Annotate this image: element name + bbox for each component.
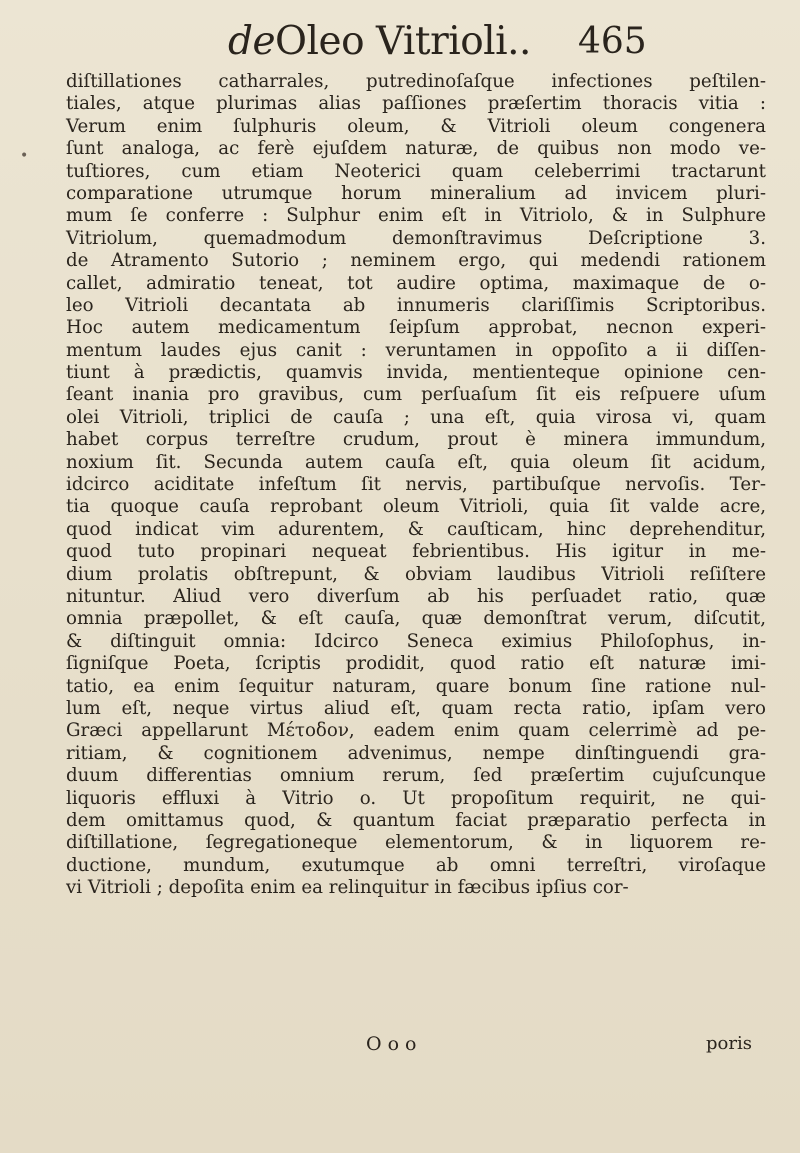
text-line: mentum laudes ejus canit : veruntamen in oppoſito a ii diſſen- bbox=[66, 339, 766, 361]
text-line: vi Vitrioli ; depoſita enim ea relinquitur in fæcibus ipſius cor- bbox=[66, 877, 629, 899]
text-line: comparatione utrumque horum mineralium ad invicem pluri- bbox=[66, 182, 766, 204]
text-line: tiunt à prædictis, quamvis invida, mentienteque opinione cen- bbox=[66, 362, 766, 384]
text-line: de Atramento Sutorio ; neminem ergo, qui medendi rationem bbox=[66, 250, 766, 272]
text-line: tatio, ea enim ſequitur naturam, quare bonum ſine ratione nul- bbox=[66, 675, 766, 697]
text-line: leo Vitrioli decantata ab innumeris clariſſimis Scriptoribus. bbox=[66, 294, 766, 316]
page-header bbox=[0, 16, 800, 68]
text-line: ſeant inania pro gravibus, cum perſuaſum ſit eis reſpuere uſum bbox=[66, 384, 766, 406]
page-footer bbox=[0, 1033, 800, 1059]
text-line: mum ſe conferre : Sulphur enim eſt in Vitriolo, & in Sulphure bbox=[66, 205, 766, 227]
running-title-prefix: de bbox=[228, 19, 276, 64]
text-line: ritiam, & cognitionem advenimus, nempe dinſtinguendi gra- bbox=[66, 742, 766, 764]
text-line: duum differentias omnium rerum, ſed præſertim cujuſcunque bbox=[66, 765, 766, 787]
body-text bbox=[66, 71, 766, 899]
text-line: ſigniſque Poeta, ſcriptis prodidit, quod ratio eſt naturæ imi- bbox=[66, 653, 766, 675]
text-line: dium prolatis obſtrepunt, & obviam laudibus Vitrioli reſiſtere bbox=[66, 563, 766, 585]
text-line: quod tuto propinari nequeat febrientibus. His igitur in me- bbox=[66, 541, 766, 563]
text-line: idcirco aciditate infeſtum ſit nervis, partibuſque nervoſis. Ter- bbox=[66, 474, 766, 496]
text-line: Vitriolum, quemadmodum demonſtravimus Deſcriptione 3. bbox=[66, 227, 766, 249]
text-line: Græci appellarunt Μέτοδον, eadem enim quam celerrimè ad pe- bbox=[66, 720, 766, 742]
catchword: poris bbox=[706, 1033, 752, 1054]
page-number: 465 bbox=[578, 21, 647, 62]
margin-mark: • bbox=[20, 148, 29, 164]
text-line: ductione, mundum, exutumque ab omni terreſtri, viroſaque bbox=[66, 854, 766, 876]
text-line: habet corpus terreſtre crudum, prout è minera immundum, bbox=[66, 429, 766, 451]
text-line: quod indicat vim adurentem, & cauſticam, hinc deprehenditur, bbox=[66, 518, 766, 540]
text-line: tiales, atque plurimas alias paſſiones præſertim thoracis vitia : bbox=[66, 93, 766, 115]
text-line: ſunt analoga, ac ferè ejuſdem naturæ, de quibus non modo ve- bbox=[66, 138, 766, 160]
text-line: tia quoque cauſa reprobant oleum Vitrioli, quia ſit valde acre, bbox=[66, 496, 766, 518]
signature-mark: Ooo bbox=[366, 1033, 423, 1055]
text-line: lum eſt, neque virtus aliud eſt, quam recta ratio, ipſam vero bbox=[66, 697, 766, 719]
text-line: noxium ſit. Secunda autem cauſa eſt, quia oleum ſit acidum, bbox=[66, 451, 766, 473]
text-line: olei Vitrioli, triplici de cauſa ; una eſt, quia virosa vi, quam bbox=[66, 406, 766, 428]
text-line: dem omittamus quod, & quantum faciat præparatio perfecta in bbox=[66, 809, 766, 831]
running-title bbox=[228, 16, 531, 68]
text-line: nituntur. Aliud vero diverſum ab his perſuadet ratio, quæ bbox=[66, 585, 766, 607]
running-title-main: Oleo Vitrioli.. bbox=[275, 19, 531, 64]
text-line: tuſtiores, cum etiam Neoterici quam celeberrimi tractarunt bbox=[66, 160, 766, 182]
text-line: diſtillationes catharrales, putredinoſaſque infectiones peſtilen- bbox=[66, 71, 766, 92]
text-line: diſtillatione, ſegregationeque elementorum, & in liquorem re- bbox=[66, 832, 766, 854]
text-line: omnia præpollet, & eſt cauſa, quæ demonſtrat verum, diſcutit, bbox=[66, 608, 766, 630]
text-line: liquoris effluxi à Vitrio o. Ut propoſitum requirit, ne qui- bbox=[66, 787, 766, 809]
text-line: Verum enim ſulphuris oleum, & Vitrioli oleum congenera bbox=[66, 115, 766, 137]
text-line: Hoc autem medicamentum ſeipſum approbat, necnon experi- bbox=[66, 317, 766, 339]
text-line: & diſtinguit omnia: Idcirco Seneca eximius Philoſophus, in- bbox=[66, 630, 766, 652]
text-line: callet, admiratio teneat, tot audire optima, maximaque de o- bbox=[66, 272, 766, 294]
